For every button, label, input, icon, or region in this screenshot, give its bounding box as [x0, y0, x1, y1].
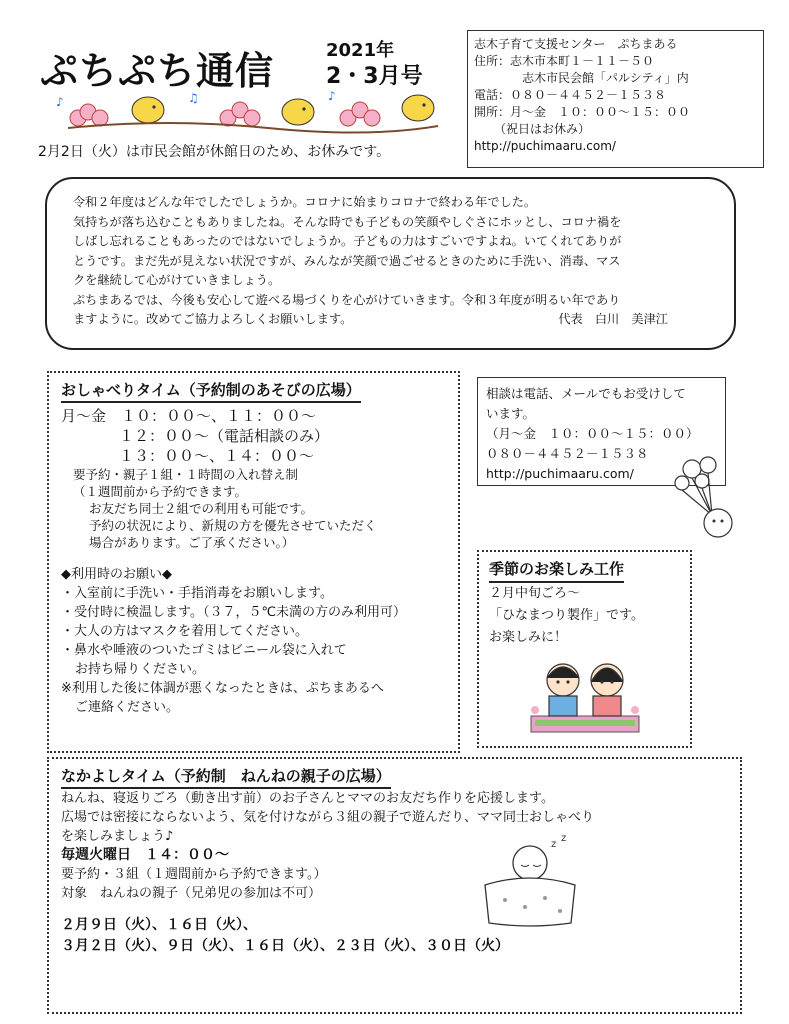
svg-text:z: z [551, 839, 557, 850]
time-slot-line: 月～金 １０：００～、１１：００～ [61, 407, 317, 425]
issue-months: 2・3月号 [326, 64, 423, 89]
issue-year: 2021年 [326, 40, 395, 61]
greeting-line: 令和２年度はどんな年でしたでしょうか。コロナに始まりコロナで終わる年でした。 [73, 195, 537, 209]
note-line: お友だち同士２組での利用も可能です。 [89, 501, 314, 516]
nakayoshi-line: を楽しみましょう♪ [61, 829, 174, 844]
greeting-line: ぷちまあるでは、今後も安心して遊べる場づくりを心がけていきます。令和３年度が明るい年であり [73, 292, 621, 307]
closed-notice: 2月2日（火）は市民会館が休館日のため、お休みです。 [38, 144, 391, 160]
rule-item: ・大人の方はマスクを着用してください。 [61, 624, 309, 639]
rule-item: ご連絡ください。 [75, 700, 180, 715]
sleeping-baby-illustration [475, 835, 585, 930]
oshaberi-time-section [47, 371, 460, 753]
nakayoshi-line: 広場では密接にならないよう、気を付けながら３組の親子で遊んだり、ママ同士おしゃべり [61, 810, 595, 825]
newsletter-title: ぷちぷち通信 [40, 49, 275, 93]
oshaberi-title: おしゃべりタイム（予約制のあそびの広場） [61, 379, 361, 403]
info-holiday-note: （祝日はお休み） [494, 122, 591, 136]
seasonal-line: 「ひなまつり製作」です。 [489, 608, 644, 623]
date-line: ２月９日（火）、１６日（火）、 [61, 917, 257, 933]
seasonal-line: ２月中旬ごろ～ [489, 586, 581, 601]
nakayoshi-target: 対象 ねんねの親子（兄弟児の参加は不可） [61, 886, 322, 901]
greeting-line: とうです。まだ先が見えない状況ですが、みんなが笑顔で過ごせるときのために手洗い、消毒、マス [73, 253, 621, 268]
oshaberi-times [61, 406, 446, 466]
greeting-line: 気持ちが落ち込むこともありましたね。そんな時でも子どもの笑顔やしぐさにホッとし、コロナ禍を [73, 214, 622, 229]
svg-text:♪: ♪ [328, 89, 336, 103]
greeting-line: クを継続して心がけていきましょう。 [73, 273, 281, 287]
info-center-name: 志木子育て支援センター ぷちまある [474, 37, 678, 51]
nakayoshi-line: ねんね、寝返りごろ（動き出す前）のお子さんとママのお友だち作りを応援します。 [61, 791, 554, 806]
oshaberi-notes [61, 466, 446, 551]
greeting-line: ますように。改めてご協力よろしくお願いします。 [73, 312, 353, 326]
svg-text:♪: ♪ [56, 95, 64, 109]
time-slot-line: １３：００～、１４：００～ [119, 447, 315, 465]
greeting-signature: 代表 白川 美津江 [558, 312, 668, 326]
note-line: 予約の状況により、新規の方を優先させていただく [89, 518, 377, 533]
nakayoshi-dates [61, 915, 728, 957]
consult-hours: （月～金 １０：００～１５：００） [486, 426, 699, 441]
rule-item: ・受付時に検温します。（３７，５℃未満の方のみ利用可） [61, 605, 407, 620]
seasonal-title: 季節のお楽しみ工作 [489, 558, 624, 583]
consult-phone: ０８０－４４５２－１５３８ [486, 446, 649, 461]
hina-dolls-illustration [525, 650, 645, 738]
svg-text:♫: ♫ [188, 91, 199, 105]
nakayoshi-reserve: 要予約・３組（１週間前から予約できます。） [61, 867, 327, 882]
nakayoshi-schedule: 毎週火曜日 １４：００～ [61, 847, 229, 863]
balloon-character-illustration [662, 455, 742, 545]
center-info-box [467, 30, 764, 168]
consult-line: 相談は電話、メールでもお受けして [486, 386, 686, 401]
note-line: （１週間前から予約できます。 [73, 484, 248, 499]
rule-item: お持ち帰りください。 [75, 662, 206, 677]
note-line: 場合があります。ご了承ください。） [89, 535, 295, 550]
seasonal-line: お楽しみに！ [489, 630, 568, 645]
rule-item: ・入室前に手洗い・手指消毒をお願いします。 [61, 586, 333, 601]
svg-text:z: z [561, 835, 567, 844]
greeting-line: しばし忘れることもあったのではないでしょうか。子どもの力はすごいですよね。いてくれてありが [73, 234, 622, 248]
rules-title: ◆利用時のお願い◆ [61, 567, 172, 582]
nakayoshi-time-section [47, 757, 742, 1014]
info-website-link[interactable]: http://puchimaaru.com/ [474, 139, 616, 153]
issue-label [326, 38, 423, 90]
consult-website-link[interactable]: http://puchimaaru.com/ [486, 466, 634, 481]
rule-item: ・鼻水や唾液のついたゴミはビニール袋に入れて [61, 643, 347, 658]
info-address: 住所：志木市本町１－１１－５０ [474, 54, 655, 68]
time-slot-line: １２：００～（電話相談のみ） [119, 427, 330, 445]
usage-rules [61, 565, 446, 717]
greeting-message [45, 177, 736, 350]
info-hours: 開所：月～金 １０：００～１５：００ [474, 105, 691, 119]
info-address-building: 志木市民会館「パルシティ」内 [522, 71, 689, 85]
nakayoshi-title: なかよしタイム（予約制 ねんねの親子の広場） [61, 767, 391, 789]
consult-line: います。 [486, 406, 536, 421]
note-line: 要予約・親子１組・１時間の入れ替え制 [73, 467, 299, 482]
birds-flowers-decoration [48, 88, 448, 134]
info-phone: 電話：０８０－４４５２－１５３８ [474, 88, 667, 102]
date-line: ３月２日（火）、９日（火）、１６日（火）、２３日（火）、３０日（火） [61, 938, 509, 954]
rule-item: ※利用した後に体調が悪くなったときは、ぷちまあるへ [61, 681, 384, 696]
